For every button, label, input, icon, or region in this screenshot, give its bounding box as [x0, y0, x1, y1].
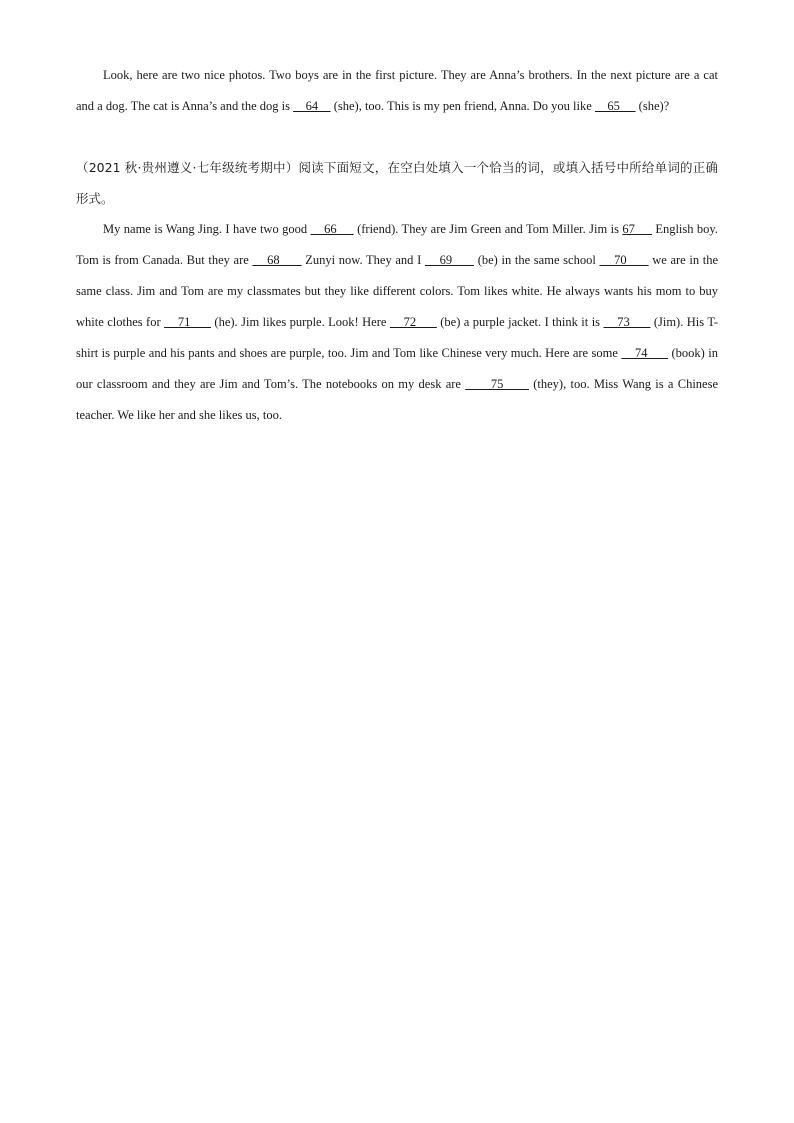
passage-text: we are in the same class. Jim and Tom are my classmates but they like different colors. Tom likes white. He always wants his mom to buy white clothes for [76, 253, 719, 329]
answer-blank[interactable]: 68 [252, 253, 302, 267]
passage-text: Zunyi now. They and I [301, 253, 425, 267]
answer-blank[interactable]: 65 [594, 99, 636, 113]
document-page [76, 60, 718, 431]
passage-text: Look, here are two nice photos. Two boys are in the first picture. They are Anna’s brothers. In the next picture are a cat and a dog. The cat is Anna’s and the dog is [76, 68, 718, 113]
answer-blank[interactable]: 72 [389, 315, 437, 329]
passage-text: (be) a purple jacket. I think it is [436, 315, 604, 329]
answer-blank[interactable]: 75 [465, 377, 529, 391]
passage-text: (she), too. This is my pen friend, Anna. Do you like [330, 99, 595, 113]
answer-blank[interactable]: 69 [424, 253, 475, 267]
answer-blank[interactable]: 74 [621, 346, 669, 360]
passage-text: English boy. Tom is from Canada. But they are [76, 222, 718, 267]
passage-text: (be) in the same school [474, 253, 600, 267]
section-2-heading: （2021 秋·贵州遵义·七年级统考期中）阅读下面短文，在空白处填入一个恰当的词，或填入括号中所给单词的正确形式。 [76, 160, 718, 206]
passage-text: (friend). They are Jim Green and Tom Miller. Jim is [353, 222, 623, 236]
answer-blank[interactable]: 67 [622, 222, 652, 236]
passage-1 [76, 60, 718, 122]
answer-blank[interactable]: 66 [310, 222, 354, 236]
answer-blank[interactable]: 71 [164, 315, 211, 329]
answer-blank[interactable]: 73 [603, 315, 651, 329]
passage-text: My name is Wang Jing. I have two good [103, 222, 311, 236]
passage-2 [76, 214, 718, 431]
passage-text: (book) in our classroom and they are Jim and Tom’s. The notebooks on my desk are [76, 346, 718, 391]
passage-text: (he). Jim likes purple. Look! Here [210, 315, 390, 329]
answer-blank[interactable]: 70 [599, 253, 649, 267]
passage-text: (they), too. Miss Wang is a Chinese teacher. We like her and she likes us, too. [76, 377, 719, 422]
section-gap [76, 122, 718, 152]
passage-text: (she)? [635, 99, 670, 113]
answer-blank[interactable]: 64 [293, 99, 331, 113]
passage-text: (Jim). His T-shirt is purple and his pants and shoes are purple, too. Jim and Tom like Chinese very much. Here are some [76, 315, 719, 360]
